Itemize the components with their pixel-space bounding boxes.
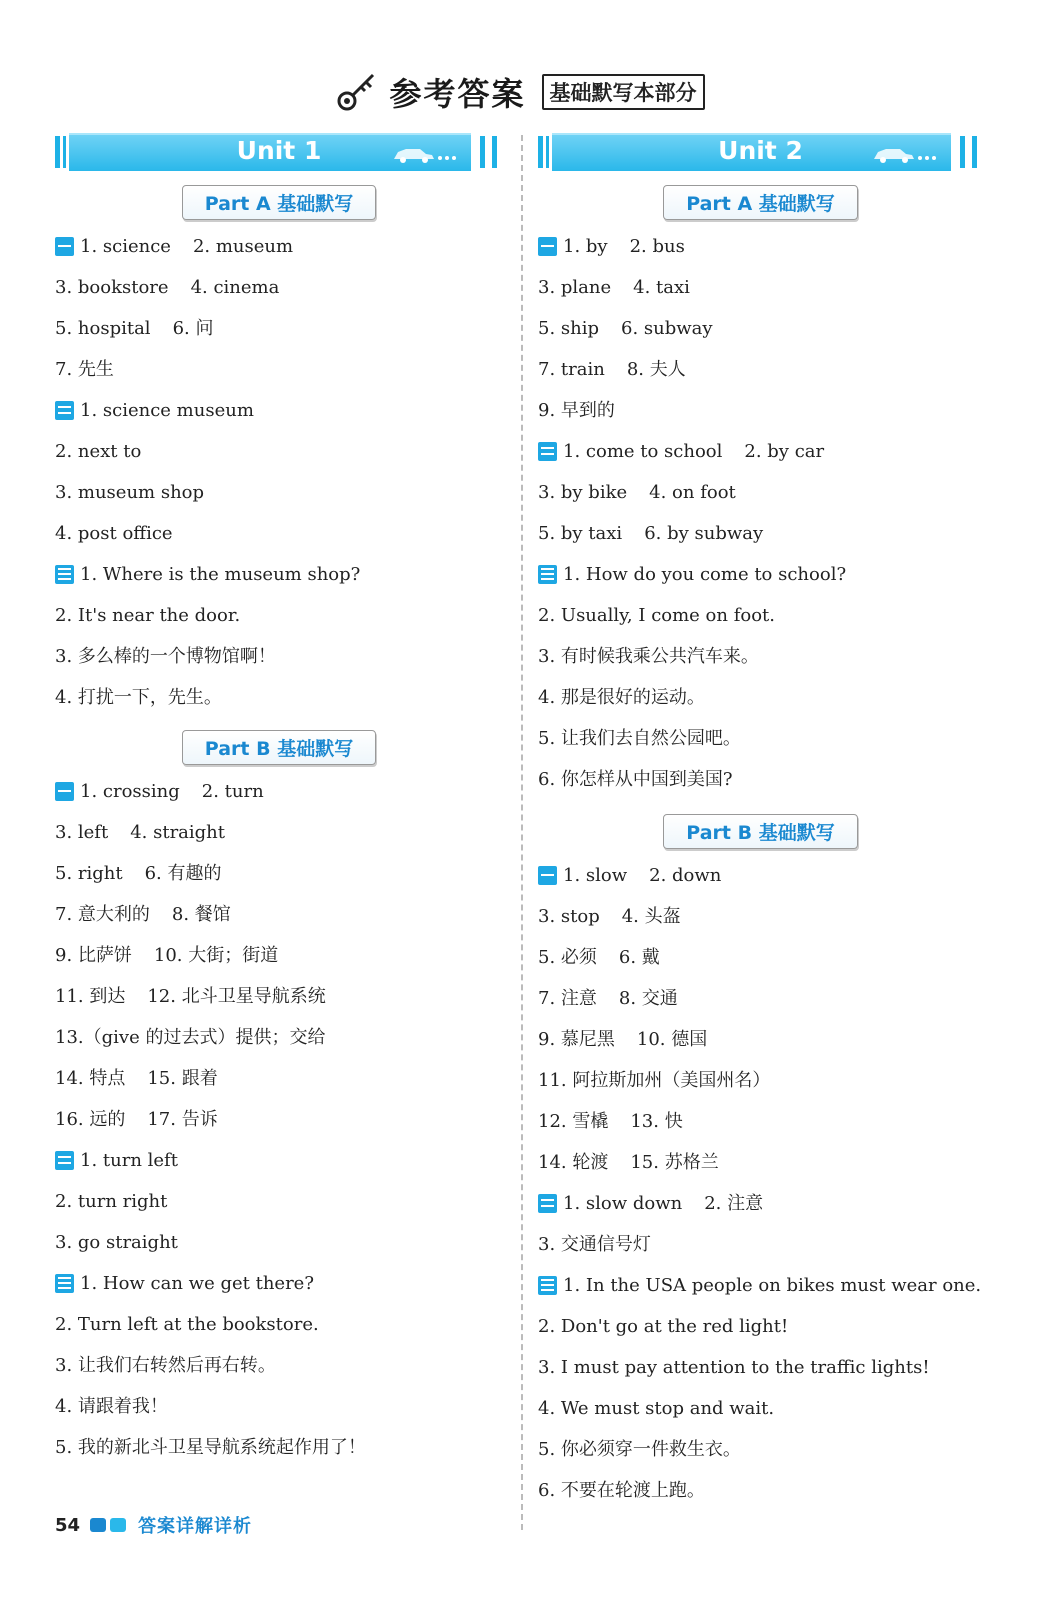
answer-item: 11. 阿拉斯加州（美国州名） — [538, 1070, 771, 1091]
answer-line — [55, 1263, 503, 1304]
answer-item: 5. 我的新北斗卫星导航系统起作用了！ — [55, 1437, 366, 1458]
answer-item: 4. taxi — [633, 277, 690, 298]
answer-item: 2. museum — [192, 236, 294, 257]
section-one-icon — [55, 237, 74, 256]
answer-item: 1. crossing — [80, 781, 180, 802]
answer-line — [55, 812, 503, 853]
answer-line — [55, 1222, 503, 1263]
answer-item: 14. 轮渡 — [538, 1152, 609, 1173]
page-header — [0, 70, 1040, 114]
left-column — [55, 133, 503, 1468]
answer-line — [538, 896, 983, 937]
answer-line — [55, 349, 503, 390]
section-three-icon — [538, 565, 557, 584]
answer-line — [538, 1265, 983, 1306]
answer-item: 1. come to school — [563, 441, 723, 462]
answer-item: 17. 告诉 — [147, 1109, 218, 1130]
answer-item: 7. 意大利的 — [55, 904, 150, 925]
answer-item: 5. 你必须穿一件救生衣。 — [538, 1439, 741, 1460]
section-one-icon — [538, 866, 557, 885]
answer-item: 6. 戴 — [618, 947, 660, 968]
answer-item: 1. slow down — [563, 1193, 683, 1214]
answer-item: 3. 有时候我乘公共汽车来。 — [538, 646, 759, 667]
answer-item: 8. 交通 — [618, 988, 678, 1009]
answer-line — [538, 677, 983, 718]
answer-line — [538, 718, 983, 759]
answer-line — [55, 226, 503, 267]
answer-item: 3. go straight — [55, 1232, 178, 1253]
page-subtitle: 基础默写本部分 — [542, 74, 705, 110]
answer-line — [538, 1347, 983, 1388]
answer-list — [538, 855, 983, 1511]
answer-item: 2. 注意 — [704, 1193, 764, 1214]
answer-item: 2. bus — [629, 236, 685, 257]
answer-line — [55, 894, 503, 935]
answer-item: 2. by car — [744, 441, 825, 462]
answer-item: 5. 让我们去自然公园吧。 — [538, 728, 741, 749]
answer-line — [55, 1140, 503, 1181]
section-one-icon — [55, 782, 74, 801]
answer-line — [55, 308, 503, 349]
car-icon — [872, 143, 938, 165]
answer-line — [55, 1058, 503, 1099]
page-number: 54 — [55, 1514, 81, 1536]
answer-line — [55, 1099, 503, 1140]
answer-line — [55, 513, 503, 554]
answer-item: 2. next to — [55, 441, 142, 462]
answer-line — [538, 636, 983, 677]
answer-item: 2. down — [649, 865, 722, 886]
answer-line — [538, 226, 983, 267]
answer-item: 4. on foot — [649, 482, 736, 503]
answer-line — [55, 267, 503, 308]
answer-item: 12. 北斗卫星导航系统 — [147, 986, 326, 1007]
answer-line — [538, 431, 983, 472]
unit-title: Unit 1 — [236, 136, 322, 165]
answer-item: 6. 不要在轮渡上跑。 — [538, 1480, 705, 1501]
answer-line — [538, 349, 983, 390]
answer-line — [538, 513, 983, 554]
section-three-icon — [55, 565, 74, 584]
answer-line — [538, 308, 983, 349]
answer-item: 13. 快 — [630, 1111, 683, 1132]
answer-line — [538, 978, 983, 1019]
answer-item: 6. subway — [621, 318, 713, 339]
answer-item: 2. Don't go at the red light! — [538, 1316, 789, 1337]
answer-item: 12. 雪橇 — [538, 1111, 609, 1132]
answer-item: 8. 餐馆 — [171, 904, 231, 925]
answer-item: 7. 注意 — [538, 988, 597, 1009]
answer-line — [538, 1142, 983, 1183]
answer-line — [55, 431, 503, 472]
answer-line — [538, 390, 983, 431]
answer-item: 6. 有趣的 — [144, 863, 222, 884]
answer-line — [55, 1017, 503, 1058]
page-footer — [55, 1512, 252, 1538]
answer-line — [55, 390, 503, 431]
answer-item: 4. 那是很好的运动。 — [538, 687, 705, 708]
answer-item: 1. How can we get there? — [80, 1273, 314, 1294]
answer-item: 1. turn left — [80, 1150, 178, 1171]
answer-item: 4. cinema — [190, 277, 280, 298]
answer-item: 3. I must pay attention to the traffic lights! — [538, 1357, 930, 1378]
answer-item: 6. by subway — [644, 523, 764, 544]
section-one-icon — [538, 237, 557, 256]
answer-item: 3. 让我们右转然后再右转。 — [55, 1355, 276, 1376]
answer-line — [55, 976, 503, 1017]
answer-line — [538, 1183, 983, 1224]
answer-item: 10. 德国 — [636, 1029, 708, 1050]
brand-logo-icon — [88, 1514, 130, 1536]
section-two-icon — [538, 1194, 557, 1213]
answer-item: 11. 到达 — [55, 986, 126, 1007]
answer-line — [55, 1386, 503, 1427]
answer-line — [55, 853, 503, 894]
answer-line — [538, 1388, 983, 1429]
unit-title: Unit 2 — [718, 136, 803, 165]
answer-item: 3. 交通信号灯 — [538, 1234, 651, 1255]
answer-item: 7. 先生 — [55, 359, 114, 380]
answer-item: 3. plane — [538, 277, 612, 298]
answer-item: 5. by taxi — [538, 523, 623, 544]
answer-list — [538, 226, 983, 800]
answer-line — [55, 677, 503, 718]
answer-item: 3. left — [55, 822, 109, 843]
answer-item: 2. turn right — [55, 1191, 168, 1212]
answer-item: 5. 必须 — [538, 947, 597, 968]
answer-line — [538, 267, 983, 308]
answer-line — [55, 771, 503, 812]
answer-line — [538, 937, 983, 978]
part-a-label: Part A 基础默写 — [663, 185, 858, 220]
answer-line — [538, 595, 983, 636]
answer-item: 3. museum shop — [55, 482, 205, 503]
answer-line — [55, 472, 503, 513]
column-divider — [521, 135, 523, 1530]
answer-line — [55, 1181, 503, 1222]
section-two-icon — [55, 401, 74, 420]
answer-item: 1. How do you come to school? — [563, 564, 847, 585]
key-icon — [335, 70, 379, 114]
answer-item: 5. ship — [538, 318, 600, 339]
answer-item: 3. bookstore — [55, 277, 169, 298]
answer-item: 5. hospital — [55, 318, 151, 339]
answer-line — [55, 1345, 503, 1386]
answer-item: 5. right — [55, 863, 123, 884]
answer-line — [538, 855, 983, 896]
answer-item: 9. 比萨饼 — [55, 945, 132, 966]
answer-item: 9. 慕尼黑 — [538, 1029, 615, 1050]
answer-item: 8. 夫人 — [626, 359, 686, 380]
answer-line — [538, 1224, 983, 1265]
part-b-label: Part B 基础默写 — [182, 730, 376, 765]
answer-item: 13.（give 的过去式）提供；交给 — [55, 1027, 326, 1048]
answer-item: 7. train — [538, 359, 605, 380]
answer-item: 4. 头盔 — [621, 906, 681, 927]
answer-line — [55, 554, 503, 595]
answer-item: 6. 问 — [172, 318, 214, 339]
answer-list — [55, 226, 503, 718]
answer-line — [538, 1101, 983, 1142]
answer-item: 16. 远的 — [55, 1109, 126, 1130]
answer-item: 1. Where is the museum shop? — [80, 564, 361, 585]
answer-item: 14. 特点 — [55, 1068, 126, 1089]
answer-line — [55, 935, 503, 976]
section-three-icon — [55, 1274, 74, 1293]
car-icon — [392, 143, 458, 165]
answer-item: 4. post office — [55, 523, 173, 544]
answer-list — [55, 771, 503, 1468]
answer-item: 2. Usually, I come on foot. — [538, 605, 775, 626]
answer-item: 2. Turn left at the bookstore. — [55, 1314, 319, 1335]
answer-line — [55, 595, 503, 636]
answer-item: 3. stop — [538, 906, 600, 927]
footer-brand: 答案详解详析 — [138, 1516, 253, 1537]
answer-item: 3. by bike — [538, 482, 628, 503]
answer-line — [538, 1470, 983, 1511]
answer-item: 1. by — [563, 236, 608, 257]
answer-line — [538, 1019, 983, 1060]
answer-item: 4. We must stop and wait. — [538, 1398, 775, 1419]
answer-line — [55, 1304, 503, 1345]
part-b-label: Part B 基础默写 — [663, 814, 857, 849]
answer-item: 4. 请跟着我！ — [55, 1396, 168, 1417]
answer-line — [55, 636, 503, 677]
answer-item: 1. slow — [563, 865, 628, 886]
answer-line — [538, 1060, 983, 1101]
answer-item: 2. It's near the door. — [55, 605, 241, 626]
answer-item: 3. 多么棒的一个博物馆啊！ — [55, 646, 276, 667]
answer-item: 15. 苏格兰 — [630, 1152, 719, 1173]
unit-banner — [55, 133, 503, 171]
answer-item: 2. turn — [201, 781, 264, 802]
right-column — [538, 133, 983, 1511]
answer-line — [55, 1427, 503, 1468]
answer-line — [538, 759, 983, 800]
answer-line — [538, 1306, 983, 1347]
answer-line — [538, 554, 983, 595]
section-three-icon — [538, 1276, 557, 1295]
answer-item: 1. In the USA people on bikes must wear one. — [563, 1275, 982, 1296]
answer-item: 6. 你怎样从中国到美国? — [538, 769, 733, 790]
answer-line — [538, 1429, 983, 1470]
answer-item: 9. 早到的 — [538, 400, 615, 421]
answer-item: 1. science museum — [80, 400, 254, 421]
section-two-icon — [55, 1151, 74, 1170]
answer-item: 4. 打扰一下，先生。 — [55, 687, 222, 708]
answer-item: 1. science — [80, 236, 171, 257]
section-two-icon — [538, 442, 557, 461]
part-a-label: Part A 基础默写 — [182, 185, 377, 220]
unit-banner — [538, 133, 983, 171]
answer-item: 10. 大街；街道 — [153, 945, 279, 966]
answer-item: 15. 跟着 — [147, 1068, 218, 1089]
page-title: 参考答案 — [389, 75, 526, 113]
answer-item: 4. straight — [130, 822, 226, 843]
answer-line — [538, 472, 983, 513]
